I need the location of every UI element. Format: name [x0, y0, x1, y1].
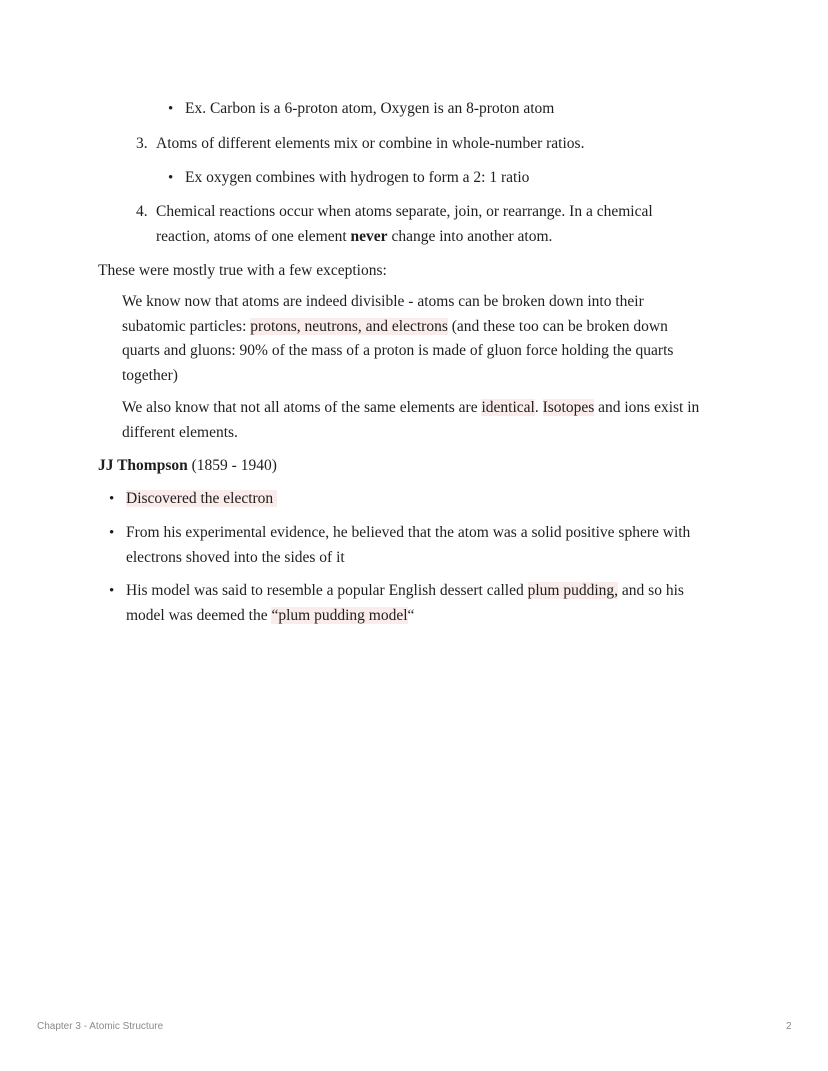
list-number-3: 3.	[136, 135, 148, 152]
text-run: (and these too can be broken down	[447, 318, 668, 335]
text-run: .	[534, 399, 543, 416]
thompson-heading	[98, 456, 277, 476]
sub-bullet-oxygen: Ex oxygen combines with hydrogen to form a 2: 1 ratio	[185, 169, 530, 186]
exceptions-p1-line1: We know now that atoms are indeed divisible - atoms can be broken down into their	[122, 293, 644, 310]
bullet-marker: •	[168, 170, 174, 186]
exceptions-intro: These were mostly true with a few exceptions:	[98, 262, 387, 279]
bullet-marker: •	[109, 491, 115, 507]
text-run: reaction, atoms of one element	[156, 228, 351, 245]
highlight-plum-pudding-model: “plum pudding model	[271, 607, 408, 624]
emphasis-never: never	[350, 228, 388, 245]
highlight-isotopes: Isotopes	[542, 399, 595, 416]
text-run: change into another atom.	[387, 228, 553, 245]
list-item-3: Atoms of different elements mix or combine in whole-number ratios.	[156, 135, 585, 152]
exceptions-p1-line2	[122, 317, 668, 337]
text-run: and so his	[618, 582, 684, 599]
exceptions-p1-line3: quarts and gluons: 90% of the mass of a proton is made of gluon force holding the quarts	[122, 342, 674, 359]
list-number-4: 4.	[136, 203, 148, 220]
thompson-name: JJ Thompson	[98, 457, 188, 474]
text-run: We also know that not all atoms of the same elements are	[122, 399, 482, 416]
highlight-subatomic-particles: protons, neutrons, and electrons	[250, 318, 448, 335]
text-run: “	[407, 607, 415, 624]
highlight-identical: identical	[481, 399, 535, 416]
thompson-bullet-3-line1	[126, 581, 684, 601]
exceptions-p1-line4: together)	[122, 367, 178, 384]
text-run: subatomic particles:	[122, 318, 251, 335]
highlight-discovered-electron: Discovered the electron	[126, 490, 277, 507]
thompson-years: (1859 - 1940)	[187, 457, 277, 474]
thompson-bullet-2-line1: From his experimental evidence, he believed that the atom was a solid positive sphere with	[126, 524, 691, 541]
list-item-4-line2	[156, 227, 552, 247]
highlight-plum-pudding: plum pudding,	[527, 582, 619, 599]
exceptions-p2-line1	[122, 398, 699, 418]
bullet-marker: •	[168, 101, 174, 117]
text-run: model was deemed the	[126, 607, 272, 624]
sub-bullet-carbon: Ex. Carbon is a 6-proton atom, Oxygen is an 8-proton atom	[185, 100, 555, 117]
thompson-bullet-1	[126, 489, 277, 509]
footer-chapter-title: Chapter 3 - Atomic Structure	[37, 1021, 164, 1032]
bullet-marker: •	[109, 525, 115, 541]
exceptions-p2-line2: different elements.	[122, 424, 238, 441]
thompson-bullet-2-line2: electrons shoved into the sides of it	[126, 549, 345, 566]
text-run: His model was said to resemble a popular English dessert called	[126, 582, 528, 599]
footer-page-number: 2	[786, 1021, 792, 1032]
list-item-4-line1: Chemical reactions occur when atoms separate, join, or rearrange. In a chemical	[156, 203, 653, 220]
text-run: and ions exist in	[594, 399, 700, 416]
bullet-marker: •	[109, 583, 115, 599]
thompson-bullet-3-line2	[126, 606, 414, 626]
